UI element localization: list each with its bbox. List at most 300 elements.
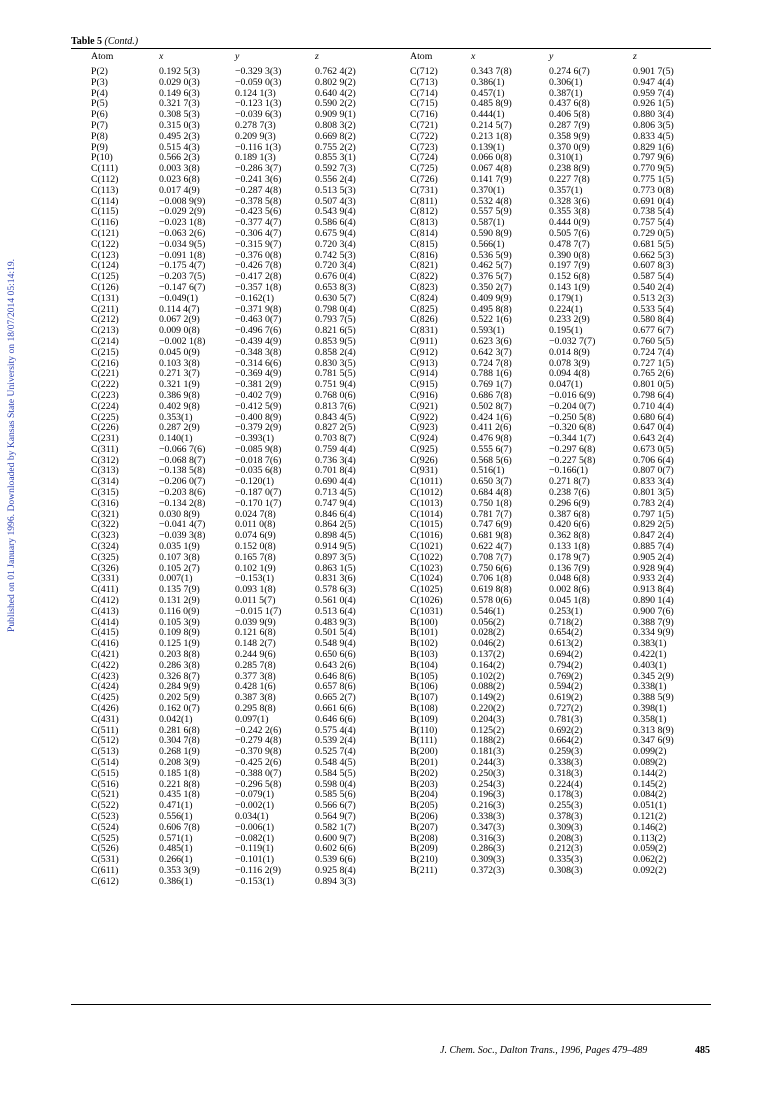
z-cell: 0.727 1(5) bbox=[633, 357, 674, 369]
z-cell: 0.885 7(4) bbox=[633, 541, 674, 553]
atom-cell: C(612) bbox=[91, 875, 119, 887]
z-cell: 0.099(2) bbox=[633, 746, 667, 758]
atom-cell: C(826) bbox=[410, 314, 438, 326]
x-cell: 0.125 1(9) bbox=[159, 638, 200, 650]
atom-cell: B(110) bbox=[410, 724, 438, 736]
y-cell: 0.208(3) bbox=[549, 832, 583, 844]
atom-cell: C(124) bbox=[91, 260, 119, 272]
x-cell: 0.268 1(9) bbox=[159, 746, 200, 758]
y-cell: −0.463 0(7) bbox=[235, 314, 282, 326]
z-cell: 0.783 2(4) bbox=[633, 497, 674, 509]
y-cell: 0.047(1) bbox=[549, 379, 583, 391]
table-row bbox=[410, 715, 703, 726]
atom-cell: C(323) bbox=[91, 530, 119, 542]
z-cell: 0.925 8(4) bbox=[315, 864, 356, 876]
table-row bbox=[91, 294, 385, 305]
atom-cell: C(1016) bbox=[410, 530, 443, 542]
x-cell: 0.556(1) bbox=[159, 810, 193, 822]
atom-cell: B(207) bbox=[410, 821, 438, 833]
z-cell: 0.345 2(9) bbox=[633, 670, 674, 682]
x-cell: 0.196(3) bbox=[471, 789, 505, 801]
y-cell: 0.613(2) bbox=[549, 638, 583, 650]
x-cell: 0.204(3) bbox=[471, 713, 505, 725]
z-cell: 0.706 6(4) bbox=[633, 454, 674, 466]
y-cell: 0.428 1(6) bbox=[235, 681, 276, 693]
x-cell: 0.622 4(7) bbox=[471, 541, 512, 553]
z-cell: 0.121(2) bbox=[633, 810, 667, 822]
atom-cell: C(422) bbox=[91, 659, 119, 671]
x-cell: 0.471(1) bbox=[159, 800, 193, 812]
z-cell: 0.587 5(4) bbox=[633, 271, 674, 283]
y-cell: 0.197 7(9) bbox=[549, 260, 590, 272]
x-cell: 0.162 0(7) bbox=[159, 703, 200, 715]
z-cell: 0.398(1) bbox=[633, 703, 667, 715]
y-cell: 0.255(3) bbox=[549, 800, 583, 812]
x-cell: −0.206 0(7) bbox=[159, 476, 206, 488]
atom-cell: C(1021) bbox=[410, 541, 443, 553]
z-cell: 0.738 5(4) bbox=[633, 206, 674, 218]
z-cell: 0.539 6(6) bbox=[315, 854, 356, 866]
header-x: x bbox=[471, 51, 476, 62]
x-cell: 0.135 7(9) bbox=[159, 584, 200, 596]
atom-cell: C(914) bbox=[410, 368, 438, 380]
y-cell: 0.619(2) bbox=[549, 692, 583, 704]
z-cell: 0.768 0(6) bbox=[315, 389, 356, 401]
y-cell: 0.278 7(3) bbox=[235, 119, 276, 131]
z-cell: 0.643 2(4) bbox=[633, 433, 674, 445]
y-cell: 0.357(1) bbox=[549, 184, 583, 196]
y-cell: 0.271 8(7) bbox=[549, 476, 590, 488]
x-cell: 0.140(1) bbox=[159, 433, 193, 445]
z-cell: 0.600 9(7) bbox=[315, 832, 356, 844]
y-cell: −0.417 2(8) bbox=[235, 271, 282, 283]
x-cell: 0.028(2) bbox=[471, 627, 505, 639]
y-cell: −0.018 7(6) bbox=[235, 454, 282, 466]
table-row bbox=[410, 132, 703, 143]
journal-citation: J. Chem. Soc., Dalton Trans., 1996, Pages 479–489 bbox=[440, 1045, 648, 1056]
coordinates-table-left bbox=[91, 50, 385, 888]
y-cell: 0.370 0(9) bbox=[549, 141, 590, 153]
y-cell: 0.285 7(8) bbox=[235, 659, 276, 671]
table-row bbox=[410, 240, 703, 251]
z-cell: 0.757 5(4) bbox=[633, 217, 674, 229]
z-cell: 0.539 2(4) bbox=[315, 735, 356, 747]
y-cell: −0.381 2(9) bbox=[235, 379, 282, 391]
y-cell: 0.654(2) bbox=[549, 627, 583, 639]
x-cell: 0.009 0(8) bbox=[159, 325, 200, 337]
x-cell: 0.411 2(6) bbox=[471, 422, 512, 434]
atom-cell: C(921) bbox=[410, 400, 438, 412]
y-cell: 0.011 0(8) bbox=[235, 519, 276, 531]
y-cell: 0.387(1) bbox=[549, 87, 583, 99]
y-cell: 0.048 6(8) bbox=[549, 573, 590, 585]
table-row bbox=[410, 866, 703, 877]
y-cell: 0.769(2) bbox=[549, 670, 583, 682]
atom-cell: C(722) bbox=[410, 130, 438, 142]
y-cell: 0.309(3) bbox=[549, 821, 583, 833]
atom-cell: C(1011) bbox=[410, 476, 443, 488]
atom-cell: C(821) bbox=[410, 260, 438, 272]
x-cell: 0.030 8(9) bbox=[159, 508, 200, 520]
z-cell: 0.507 4(3) bbox=[315, 195, 356, 207]
z-cell: 0.846 6(4) bbox=[315, 508, 356, 520]
z-cell: 0.513 5(3) bbox=[315, 184, 356, 196]
atom-cell: B(203) bbox=[410, 778, 438, 790]
z-cell: 0.901 7(5) bbox=[633, 66, 674, 77]
z-cell: 0.833 3(4) bbox=[633, 476, 674, 488]
x-cell: 0.587(1) bbox=[471, 217, 505, 229]
atom-cell: C(126) bbox=[91, 281, 119, 293]
z-cell: 0.855 3(1) bbox=[315, 152, 356, 164]
z-cell: 0.669 8(2) bbox=[315, 130, 356, 142]
z-cell: 0.543 9(4) bbox=[315, 206, 356, 218]
x-cell: 0.578 0(6) bbox=[471, 595, 512, 607]
atom-cell: B(103) bbox=[410, 649, 438, 661]
atom-cell: C(224) bbox=[91, 400, 119, 412]
z-cell: 0.701 8(4) bbox=[315, 465, 356, 477]
y-cell: 0.179(1) bbox=[549, 292, 583, 304]
atom-cell: C(525) bbox=[91, 832, 119, 844]
z-cell: 0.646 8(6) bbox=[315, 670, 356, 682]
y-cell: −0.496 7(6) bbox=[235, 325, 282, 337]
z-cell: 0.905 2(4) bbox=[633, 551, 674, 563]
x-cell: 0.266(1) bbox=[159, 854, 193, 866]
y-cell: −0.426 7(8) bbox=[235, 260, 282, 272]
table-row bbox=[91, 769, 385, 780]
z-cell: 0.829 1(6) bbox=[633, 141, 674, 153]
y-cell: −0.439 4(9) bbox=[235, 335, 282, 347]
z-cell: 0.724 7(4) bbox=[633, 346, 674, 358]
x-cell: 0.066 0(8) bbox=[471, 152, 512, 164]
atom-cell: C(325) bbox=[91, 551, 119, 563]
header-atom: Atom bbox=[91, 51, 114, 62]
table-row bbox=[91, 877, 385, 888]
y-cell: 0.178 9(7) bbox=[549, 551, 590, 563]
x-cell: 0.181(3) bbox=[471, 746, 505, 758]
table-row bbox=[410, 402, 703, 413]
x-cell: −0.063 2(6) bbox=[159, 227, 206, 239]
x-cell: 0.203 8(8) bbox=[159, 649, 200, 661]
y-cell: 0.039 9(9) bbox=[235, 616, 276, 628]
x-cell: 0.221 8(8) bbox=[159, 778, 200, 790]
y-cell: 0.094 4(8) bbox=[549, 368, 590, 380]
atom-cell: P(2) bbox=[91, 66, 108, 77]
z-cell: 0.808 3(2) bbox=[315, 119, 356, 131]
atom-cell: C(822) bbox=[410, 271, 438, 283]
atom-cell: C(213) bbox=[91, 325, 119, 337]
x-cell: 0.067 2(9) bbox=[159, 314, 200, 326]
y-cell: 0.420 6(6) bbox=[549, 519, 590, 531]
y-cell: 0.295 8(8) bbox=[235, 703, 276, 715]
x-cell: −0.091 1(8) bbox=[159, 249, 206, 261]
atom-cell: C(115) bbox=[91, 206, 119, 218]
y-cell: −0.035 6(8) bbox=[235, 465, 282, 477]
y-cell: 0.133 1(8) bbox=[549, 541, 590, 553]
atom-cell: C(411) bbox=[91, 584, 119, 596]
z-cell: 0.647 0(4) bbox=[633, 422, 674, 434]
z-cell: 0.561 0(4) bbox=[315, 595, 356, 607]
atom-cell: C(321) bbox=[91, 508, 119, 520]
y-cell: −0.123 1(3) bbox=[235, 98, 282, 110]
z-cell: 0.602 6(6) bbox=[315, 843, 356, 855]
x-cell: −0.068 8(7) bbox=[159, 454, 206, 466]
x-cell: 0.287 2(9) bbox=[159, 422, 200, 434]
y-cell: −0.116 2(9) bbox=[235, 864, 281, 876]
z-cell: 0.797 9(6) bbox=[633, 152, 674, 164]
x-cell: 0.141 7(9) bbox=[471, 173, 512, 185]
z-cell: 0.806 3(5) bbox=[633, 119, 674, 131]
z-cell: 0.675 9(4) bbox=[315, 227, 356, 239]
table-row bbox=[91, 78, 385, 89]
y-cell: −0.297 6(8) bbox=[549, 443, 596, 455]
atom-cell: C(111) bbox=[91, 163, 119, 175]
atom-cell: C(125) bbox=[91, 271, 119, 283]
y-cell: −0.059 0(3) bbox=[235, 76, 282, 88]
x-cell: 0.681 9(8) bbox=[471, 530, 512, 542]
y-cell: −0.119(1) bbox=[235, 843, 274, 855]
z-cell: 0.827 2(5) bbox=[315, 422, 356, 434]
y-cell: 0.794(2) bbox=[549, 659, 583, 671]
y-cell: 0.335(3) bbox=[549, 854, 583, 866]
y-cell: −0.002(1) bbox=[235, 800, 274, 812]
x-cell: 0.220(2) bbox=[471, 703, 505, 715]
table-row bbox=[91, 402, 385, 413]
z-cell: 0.909 9(1) bbox=[315, 109, 356, 121]
z-cell: 0.580 8(4) bbox=[633, 314, 674, 326]
x-cell: 0.350 2(7) bbox=[471, 281, 512, 293]
y-cell: 0.310(1) bbox=[549, 152, 583, 164]
atom-cell: B(206) bbox=[410, 810, 438, 822]
y-cell: 0.078 3(9) bbox=[549, 357, 590, 369]
atom-cell: C(923) bbox=[410, 422, 438, 434]
z-cell: 0.798 0(4) bbox=[315, 303, 356, 315]
z-cell: 0.575 4(4) bbox=[315, 724, 356, 736]
y-cell: 0.034(1) bbox=[235, 810, 269, 822]
y-cell: 0.152 6(8) bbox=[549, 271, 590, 283]
atom-cell: C(424) bbox=[91, 681, 119, 693]
x-cell: 0.370(1) bbox=[471, 184, 505, 196]
table-row bbox=[91, 348, 385, 359]
x-cell: 0.686 7(8) bbox=[471, 389, 512, 401]
atom-cell: C(211) bbox=[91, 303, 119, 315]
x-cell: −0.138 5(8) bbox=[159, 465, 206, 477]
x-cell: 0.137(2) bbox=[471, 649, 505, 661]
z-cell: 0.864 2(5) bbox=[315, 519, 356, 531]
x-cell: 0.566 2(3) bbox=[159, 152, 200, 164]
atom-cell: C(731) bbox=[410, 184, 438, 196]
z-cell: 0.677 6(7) bbox=[633, 325, 674, 337]
atom-cell: C(815) bbox=[410, 238, 438, 250]
z-cell: 0.821 6(5) bbox=[315, 325, 356, 337]
atom-cell: C(721) bbox=[410, 119, 438, 131]
x-cell: 0.254(3) bbox=[471, 778, 505, 790]
atom-cell: C(214) bbox=[91, 335, 119, 347]
y-cell: −0.241 3(6) bbox=[235, 173, 282, 185]
z-cell: 0.801 0(5) bbox=[633, 379, 674, 391]
y-cell: 0.338(3) bbox=[549, 757, 583, 768]
atom-cell: C(316) bbox=[91, 497, 119, 509]
z-cell: 0.513 2(3) bbox=[633, 292, 674, 304]
y-cell: −0.286 3(7) bbox=[235, 163, 282, 175]
atom-cell: B(111) bbox=[410, 735, 438, 747]
y-cell: −0.400 8(9) bbox=[235, 411, 282, 423]
z-cell: 0.747 9(4) bbox=[315, 497, 356, 509]
atom-cell: C(521) bbox=[91, 789, 119, 801]
y-cell: 0.014 8(9) bbox=[549, 346, 590, 358]
y-cell: 0.296 6(9) bbox=[549, 497, 590, 509]
x-cell: 0.706 1(8) bbox=[471, 573, 512, 585]
y-cell: 0.136 7(9) bbox=[549, 562, 590, 574]
y-cell: 0.406 5(8) bbox=[549, 109, 590, 121]
atom-cell: C(915) bbox=[410, 379, 438, 391]
atom-cell: C(215) bbox=[91, 346, 119, 358]
x-cell: 0.216(3) bbox=[471, 800, 505, 812]
x-cell: 0.376 5(7) bbox=[471, 271, 512, 283]
z-cell: 0.813 7(6) bbox=[315, 400, 356, 412]
y-cell: 0.692(2) bbox=[549, 724, 583, 736]
z-cell: 0.540 2(4) bbox=[633, 281, 674, 293]
table-row bbox=[91, 823, 385, 834]
atom-cell: C(523) bbox=[91, 810, 119, 822]
table-row bbox=[410, 348, 703, 359]
x-cell: −0.147 6(7) bbox=[159, 281, 206, 293]
z-cell: 0.051(1) bbox=[633, 800, 667, 812]
z-cell: 0.798 6(4) bbox=[633, 389, 674, 401]
atom-cell: C(1013) bbox=[410, 497, 443, 509]
z-cell: 0.334 9(9) bbox=[633, 627, 674, 639]
z-cell: 0.548 9(4) bbox=[315, 638, 356, 650]
x-cell: −0.175 4(7) bbox=[159, 260, 206, 272]
atom-cell: C(423) bbox=[91, 670, 119, 682]
header-z: z bbox=[315, 51, 319, 62]
z-cell: 0.847 2(4) bbox=[633, 530, 674, 542]
z-cell: 0.713 4(5) bbox=[315, 487, 356, 499]
x-cell: 0.149 6(3) bbox=[159, 87, 200, 99]
z-cell: 0.585 5(6) bbox=[315, 789, 356, 801]
z-cell: 0.145(2) bbox=[633, 778, 667, 790]
z-cell: 0.681 5(5) bbox=[633, 238, 674, 250]
z-cell: 0.770 9(5) bbox=[633, 163, 674, 175]
atom-cell: C(324) bbox=[91, 541, 119, 553]
x-cell: 0.708 7(7) bbox=[471, 551, 512, 563]
atom-cell: C(226) bbox=[91, 422, 119, 434]
atom-cell: C(431) bbox=[91, 713, 119, 725]
z-cell: 0.900 7(6) bbox=[633, 605, 674, 617]
atom-cell: P(4) bbox=[91, 87, 108, 99]
y-cell: −0.016 6(9) bbox=[549, 389, 596, 401]
atom-cell: C(116) bbox=[91, 217, 119, 229]
x-cell: 0.546(1) bbox=[471, 605, 505, 617]
x-cell: 0.114 4(7) bbox=[159, 303, 200, 315]
y-cell: −0.425 2(6) bbox=[235, 757, 282, 768]
atom-cell: C(216) bbox=[91, 357, 119, 369]
x-cell: 0.485 8(9) bbox=[471, 98, 512, 110]
atom-cell: C(315) bbox=[91, 487, 119, 499]
x-cell: −0.203 8(6) bbox=[159, 487, 206, 499]
y-cell: 0.002 8(6) bbox=[549, 584, 590, 596]
x-cell: 0.125(2) bbox=[471, 724, 505, 736]
z-cell: 0.797 1(5) bbox=[633, 508, 674, 520]
atom-cell: C(723) bbox=[410, 141, 438, 153]
z-cell: 0.703 8(7) bbox=[315, 433, 356, 445]
y-cell: 0.387 6(8) bbox=[549, 508, 590, 520]
atom-cell: C(114) bbox=[91, 195, 119, 207]
y-cell: −0.412 5(9) bbox=[235, 400, 282, 412]
y-cell: 0.143 1(9) bbox=[549, 281, 590, 293]
z-cell: 0.894 3(3) bbox=[315, 875, 356, 887]
z-cell: 0.760 5(5) bbox=[633, 335, 674, 347]
x-cell: −0.034 9(5) bbox=[159, 238, 206, 250]
y-cell: −0.377 4(7) bbox=[235, 217, 282, 229]
z-cell: 0.582 1(7) bbox=[315, 821, 356, 833]
z-cell: 0.665 2(7) bbox=[315, 692, 356, 704]
table-caption bbox=[71, 36, 138, 47]
x-cell: 0.185 1(8) bbox=[159, 767, 200, 779]
x-cell: 0.515 4(3) bbox=[159, 141, 200, 153]
z-cell: 0.092(2) bbox=[633, 864, 667, 876]
table-label: Table 5 bbox=[71, 36, 103, 47]
atom-cell: B(106) bbox=[410, 681, 438, 693]
z-cell: 0.926 1(5) bbox=[633, 98, 674, 110]
atom-cell: C(223) bbox=[91, 389, 119, 401]
x-cell: 0.250(3) bbox=[471, 767, 505, 779]
y-cell: 0.024 7(8) bbox=[235, 508, 276, 520]
z-cell: 0.801 3(5) bbox=[633, 487, 674, 499]
x-cell: 0.557 5(9) bbox=[471, 206, 512, 218]
x-cell: 0.536 5(9) bbox=[471, 249, 512, 261]
z-cell: 0.773 0(8) bbox=[633, 184, 674, 196]
atom-cell: C(221) bbox=[91, 368, 119, 380]
atom-cell: C(922) bbox=[410, 411, 438, 423]
z-cell: 0.928 9(4) bbox=[633, 562, 674, 574]
y-cell: −0.162(1) bbox=[235, 292, 274, 304]
z-cell: 0.729 0(5) bbox=[633, 227, 674, 239]
x-cell: 0.321 1(9) bbox=[159, 379, 200, 391]
z-cell: 0.578 6(3) bbox=[315, 584, 356, 596]
z-cell: 0.863 1(5) bbox=[315, 562, 356, 574]
x-cell: 0.571(1) bbox=[159, 832, 193, 844]
atom-cell: C(113) bbox=[91, 184, 119, 196]
x-cell: 0.149(2) bbox=[471, 692, 505, 704]
atom-cell: P(7) bbox=[91, 119, 108, 131]
x-cell: 0.102(2) bbox=[471, 670, 505, 682]
y-cell: 0.444 0(9) bbox=[549, 217, 590, 229]
atom-cell: B(200) bbox=[410, 746, 438, 758]
atom-cell: C(925) bbox=[410, 443, 438, 455]
table-row bbox=[410, 661, 703, 672]
z-cell: 0.890 1(4) bbox=[633, 595, 674, 607]
atom-cell: C(511) bbox=[91, 724, 119, 736]
x-cell: 0.164(2) bbox=[471, 659, 505, 671]
x-cell: 0.315 0(3) bbox=[159, 119, 200, 131]
x-cell: 0.281 6(8) bbox=[159, 724, 200, 736]
atom-cell: C(1025) bbox=[410, 584, 443, 596]
z-cell: 0.388 5(9) bbox=[633, 692, 674, 704]
z-cell: 0.690 4(4) bbox=[315, 476, 356, 488]
y-cell: 0.505 7(6) bbox=[549, 227, 590, 239]
x-cell: 0.619 8(8) bbox=[471, 584, 512, 596]
x-cell: 0.353(1) bbox=[159, 411, 193, 423]
x-cell: −0.134 2(8) bbox=[159, 497, 206, 509]
atom-cell: C(412) bbox=[91, 595, 119, 607]
z-cell: 0.383(1) bbox=[633, 638, 667, 650]
atom-cell: B(208) bbox=[410, 832, 438, 844]
y-cell: −0.039 6(3) bbox=[235, 109, 282, 121]
x-cell: 0.309(3) bbox=[471, 854, 505, 866]
y-cell: 0.152 0(8) bbox=[235, 541, 276, 553]
y-cell: −0.242 2(6) bbox=[235, 724, 282, 736]
x-cell: 0.457(1) bbox=[471, 87, 505, 99]
